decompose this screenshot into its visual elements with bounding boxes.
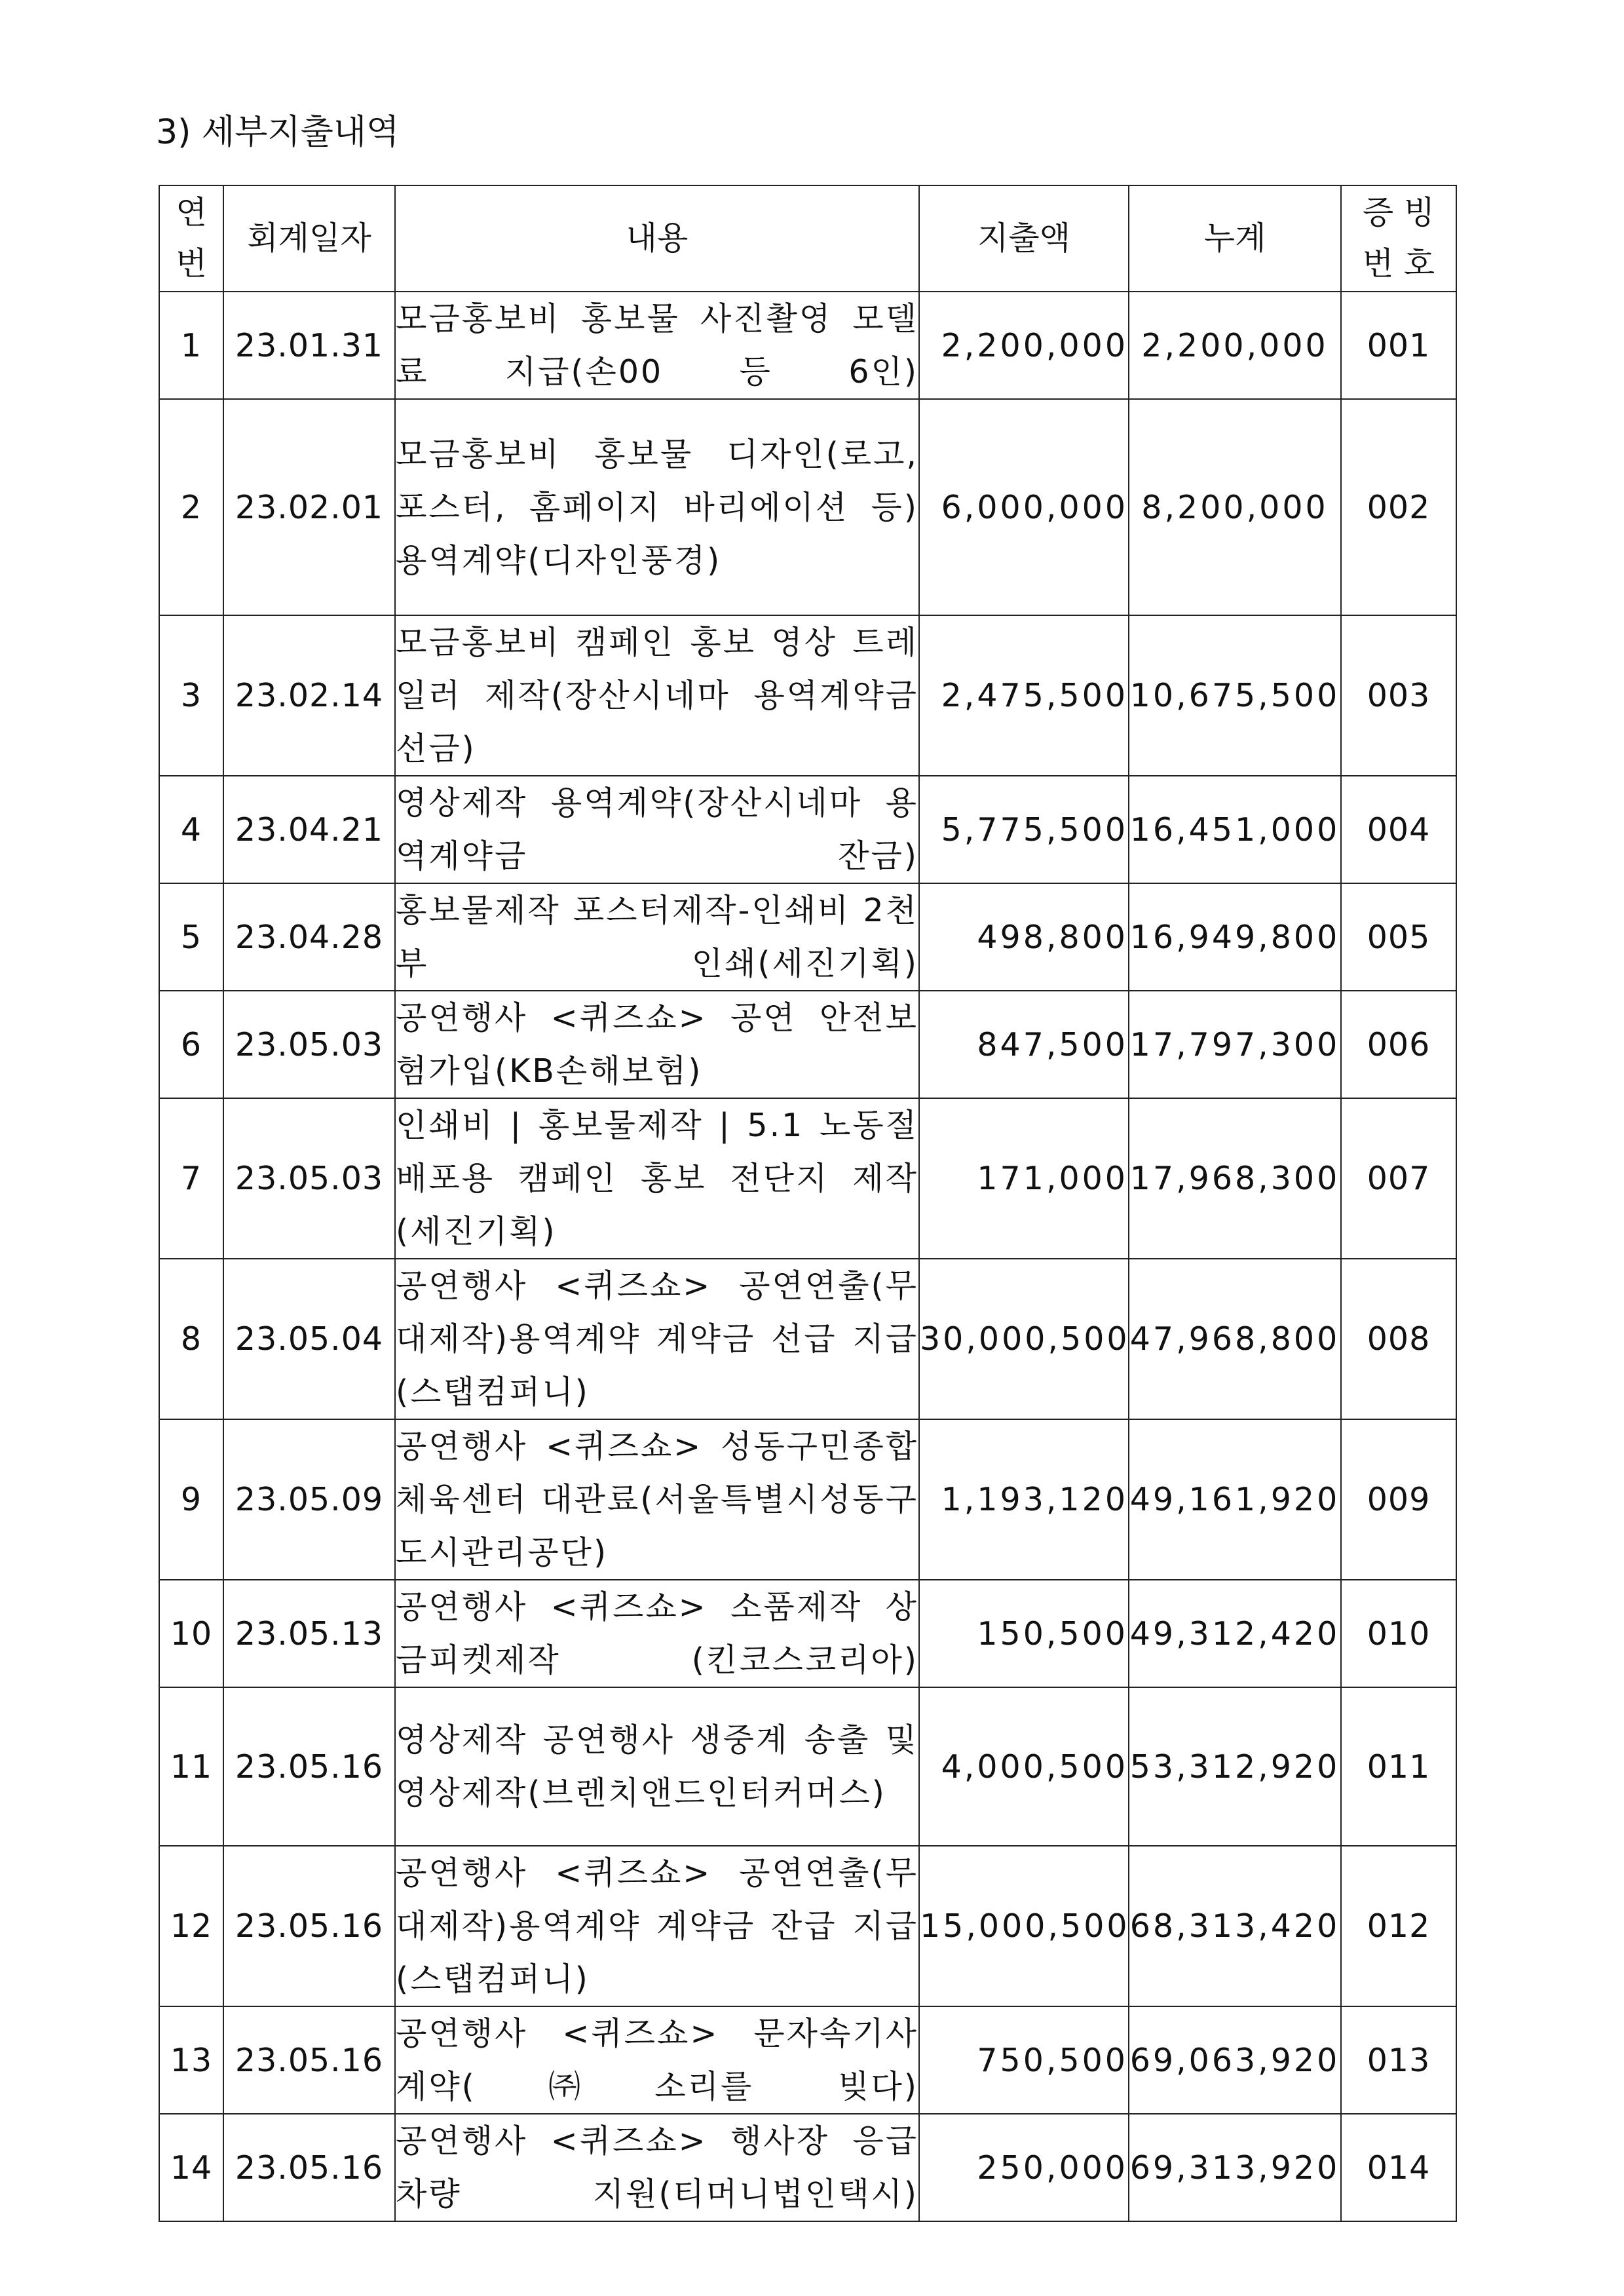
row-amount: 847,500 <box>919 991 1129 1098</box>
table-row <box>159 1846 1456 2006</box>
table-row <box>159 292 1456 399</box>
table-row <box>159 1580 1456 1687</box>
row-description: 공연행사 <퀴즈쇼> 문자속기사 계약(㈜소리를 빚다) <box>395 2006 919 2114</box>
row-evidence: 003 <box>1341 615 1456 776</box>
row-cumulative: 16,451,000 <box>1129 776 1341 883</box>
row-amount: 1,193,120 <box>919 1419 1129 1580</box>
row-evidence: 011 <box>1341 1687 1456 1846</box>
table-row <box>159 615 1456 776</box>
row-date: 23.05.09 <box>223 1419 395 1580</box>
header-date: 회계일자 <box>223 185 395 292</box>
row-amount: 171,000 <box>919 1098 1129 1259</box>
row-number: 10 <box>159 1580 223 1687</box>
row-amount: 150,500 <box>919 1580 1129 1687</box>
row-description: 영상제작 공연행사 생중계 송출 및 영상제작(브렌치앤드인터커머스) <box>395 1687 919 1846</box>
row-amount: 498,800 <box>919 883 1129 991</box>
header-amount: 지출액 <box>919 185 1129 292</box>
row-date: 23.05.16 <box>223 2006 395 2114</box>
row-cumulative: 53,312,920 <box>1129 1687 1341 1846</box>
row-description: 공연행사 <퀴즈쇼> 공연연출(무대제작)용역계약 계약금 잔급 지급(스탭컴퍼니) <box>395 1846 919 2006</box>
row-description: 영상제작 용역계약(장산시네마 용역계약금 잔금) <box>395 776 919 883</box>
row-evidence: 009 <box>1341 1419 1456 1580</box>
row-evidence: 004 <box>1341 776 1456 883</box>
row-number: 14 <box>159 2114 223 2221</box>
expense-table <box>159 185 1457 2222</box>
row-date: 23.05.04 <box>223 1259 395 1419</box>
header-evidence-line2: 번 호 <box>1362 245 1435 282</box>
row-evidence: 006 <box>1341 991 1456 1098</box>
row-evidence: 001 <box>1341 292 1456 399</box>
table-row <box>159 1259 1456 1419</box>
header-evidence-line1: 증 빙 <box>1362 194 1435 231</box>
table-row <box>159 1419 1456 1580</box>
row-evidence: 014 <box>1341 2114 1456 2221</box>
row-amount: 4,000,500 <box>919 1687 1129 1846</box>
row-description: 공연행사 <퀴즈쇼> 공연 안전보험가입(KB손해보험) <box>395 991 919 1098</box>
row-amount: 30,000,500 <box>919 1259 1129 1419</box>
row-evidence: 002 <box>1341 399 1456 615</box>
header-seq <box>159 185 223 292</box>
header-seq-line2: 번 <box>176 245 207 282</box>
row-number: 2 <box>159 399 223 615</box>
row-description: 공연행사 <퀴즈쇼> 공연연출(무대제작)용역계약 계약금 선급 지급(스탭컴퍼니) <box>395 1259 919 1419</box>
row-number: 12 <box>159 1846 223 2006</box>
table-row <box>159 883 1456 991</box>
row-number: 5 <box>159 883 223 991</box>
row-description: 홍보물제작 포스터제작-인쇄비 2천부 인쇄(세진기획) <box>395 883 919 991</box>
header-seq-line1: 연 <box>176 194 207 231</box>
row-evidence: 008 <box>1341 1259 1456 1419</box>
table-row <box>159 2114 1456 2221</box>
header-evidence <box>1341 185 1456 292</box>
row-evidence: 005 <box>1341 883 1456 991</box>
row-date: 23.05.16 <box>223 1687 395 1846</box>
row-amount: 5,775,500 <box>919 776 1129 883</box>
row-date: 23.05.03 <box>223 991 395 1098</box>
row-description: 모금홍보비 캠페인 홍보 영상 트레일러 제작(장산시네마 용역계약금 선금) <box>395 615 919 776</box>
row-cumulative: 2,200,000 <box>1129 292 1341 399</box>
row-amount: 250,000 <box>919 2114 1129 2221</box>
row-date: 23.02.14 <box>223 615 395 776</box>
header-desc: 내용 <box>395 185 919 292</box>
table-row <box>159 399 1456 615</box>
row-cumulative: 49,312,420 <box>1129 1580 1341 1687</box>
row-cumulative: 8,200,000 <box>1129 399 1341 615</box>
row-number: 4 <box>159 776 223 883</box>
table-row <box>159 991 1456 1098</box>
header-cumulative: 누계 <box>1129 185 1341 292</box>
row-number: 6 <box>159 991 223 1098</box>
row-description: 인쇄비 | 홍보물제작 | 5.1 노동절 배포용 캠페인 홍보 전단지 제작(세진기획) <box>395 1098 919 1259</box>
row-description: 모금홍보비 홍보물 디자인(로고, 포스터, 홈페이지 바리에이션 등) 용역계약(디자인풍경) <box>395 399 919 615</box>
row-cumulative: 10,675,500 <box>1129 615 1341 776</box>
table-row <box>159 1098 1456 1259</box>
row-date: 23.05.16 <box>223 1846 395 2006</box>
row-number: 13 <box>159 2006 223 2114</box>
row-amount: 2,475,500 <box>919 615 1129 776</box>
table-row <box>159 1687 1456 1846</box>
row-cumulative: 17,968,300 <box>1129 1098 1341 1259</box>
row-number: 3 <box>159 615 223 776</box>
row-date: 23.05.16 <box>223 2114 395 2221</box>
row-description: 공연행사 <퀴즈쇼> 행사장 응급차량 지원(티머니법인택시) <box>395 2114 919 2221</box>
row-cumulative: 49,161,920 <box>1129 1419 1341 1580</box>
row-cumulative: 69,063,920 <box>1129 2006 1341 2114</box>
row-number: 8 <box>159 1259 223 1419</box>
row-evidence: 012 <box>1341 1846 1456 2006</box>
row-date: 23.04.21 <box>223 776 395 883</box>
row-description: 공연행사 <퀴즈쇼> 소품제작 상금피켓제작 (킨코스코리아) <box>395 1580 919 1687</box>
row-description: 공연행사 <퀴즈쇼> 성동구민종합체육센터 대관료(서울특별시성동구도시관리공단) <box>395 1419 919 1580</box>
row-date: 23.01.31 <box>223 292 395 399</box>
row-cumulative: 17,797,300 <box>1129 991 1341 1098</box>
row-description: 모금홍보비 홍보물 사진촬영 모델료 지급(손00 등 6인) <box>395 292 919 399</box>
row-amount: 15,000,500 <box>919 1846 1129 2006</box>
row-cumulative: 68,313,420 <box>1129 1846 1341 2006</box>
row-date: 23.05.13 <box>223 1580 395 1687</box>
row-evidence: 013 <box>1341 2006 1456 2114</box>
row-number: 11 <box>159 1687 223 1846</box>
table-row <box>159 776 1456 883</box>
row-date: 23.04.28 <box>223 883 395 991</box>
row-number: 9 <box>159 1419 223 1580</box>
row-evidence: 010 <box>1341 1580 1456 1687</box>
row-cumulative: 16,949,800 <box>1129 883 1341 991</box>
row-amount: 2,200,000 <box>919 292 1129 399</box>
row-cumulative: 47,968,800 <box>1129 1259 1341 1419</box>
table-row <box>159 2006 1456 2114</box>
header-row <box>159 185 1456 292</box>
row-cumulative: 69,313,920 <box>1129 2114 1341 2221</box>
row-amount: 6,000,000 <box>919 399 1129 615</box>
row-evidence: 007 <box>1341 1098 1456 1259</box>
section-title: 3) 세부지출내역 <box>156 113 400 152</box>
row-number: 1 <box>159 292 223 399</box>
row-date: 23.02.01 <box>223 399 395 615</box>
row-amount: 750,500 <box>919 2006 1129 2114</box>
row-date: 23.05.03 <box>223 1098 395 1259</box>
row-number: 7 <box>159 1098 223 1259</box>
